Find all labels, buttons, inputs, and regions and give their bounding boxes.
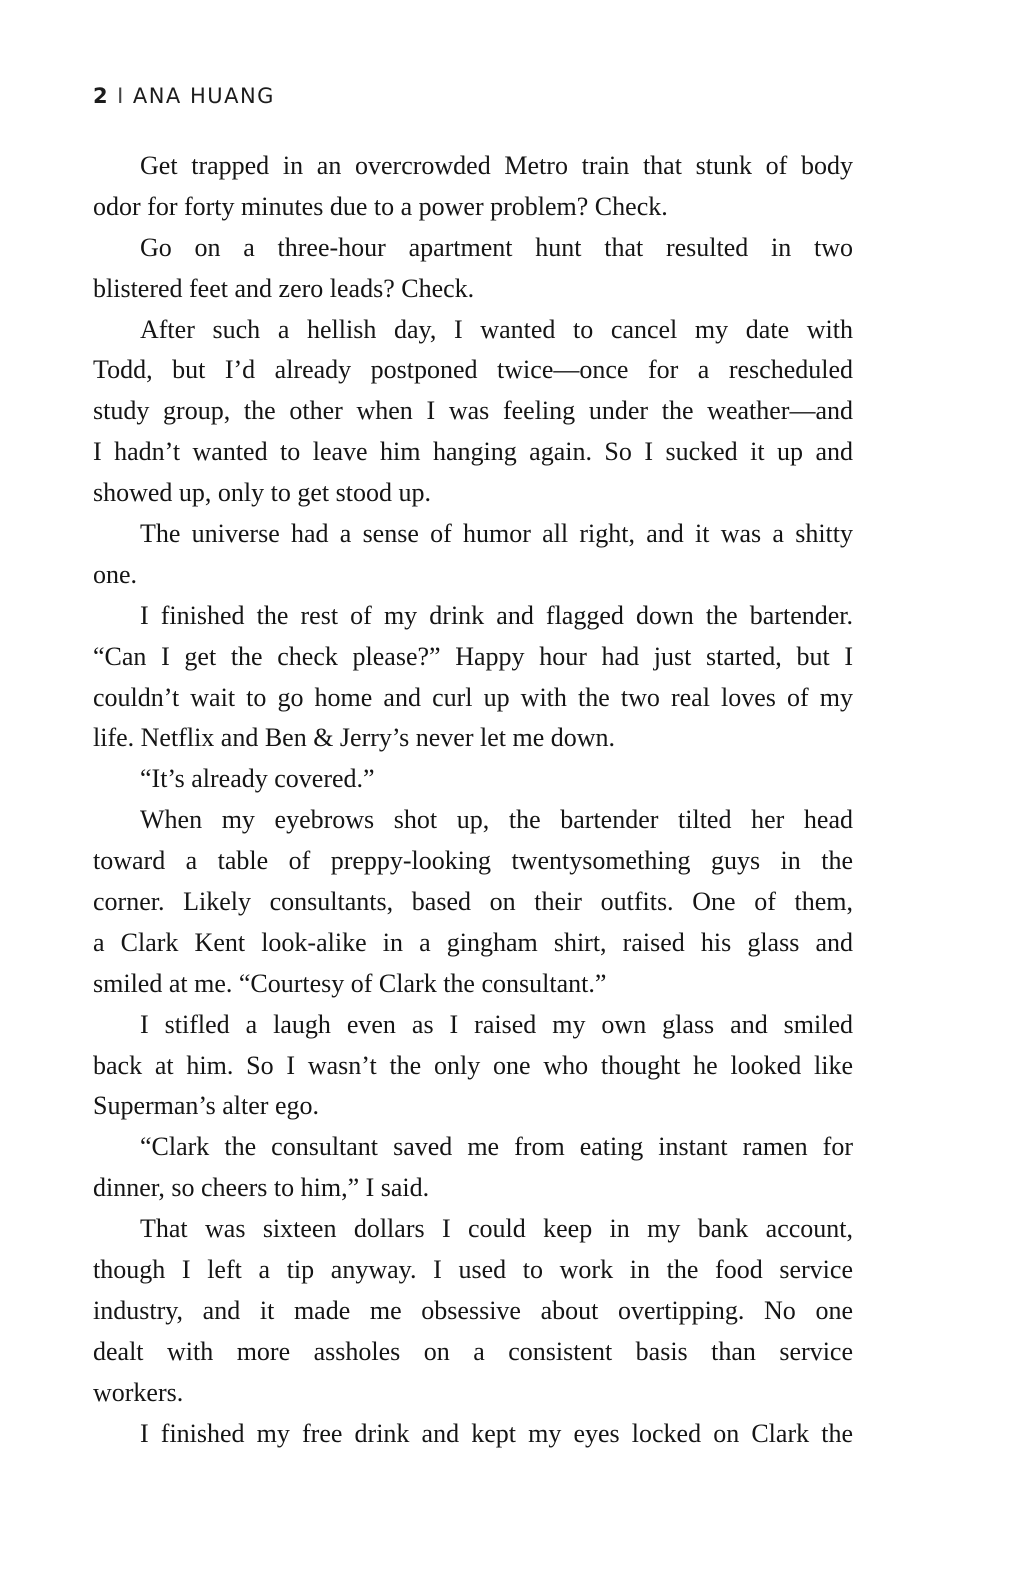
text-line: a Clark Kent look-alike in a gingham shirt, raised his glass and (93, 927, 853, 957)
body-text (93, 146, 853, 1455)
text-line: showed up, only to get stood up. (93, 478, 431, 508)
paragraph-first-line: When my eyebrows shot up, the bartender tilted her head (140, 805, 853, 835)
paragraph-first-line: “Clark the consultant saved me from eating instant ramen for (140, 1132, 853, 1162)
text-line: back at him. So I wasn’t the only one who thought he looked like (93, 1050, 853, 1080)
text-line: toward a table of preppy-looking twentysomething guys in the (93, 846, 853, 876)
text-line: one. (93, 559, 138, 589)
text-line: smiled at me. “Courtesy of Clark the consultant.” (93, 968, 607, 998)
text-line: odor for forty minutes due to a power problem? Check. (93, 191, 668, 221)
paragraph-first-line: “It’s already covered.” (140, 764, 375, 794)
paragraph-first-line: I stifled a laugh even as I raised my own glass and smiled (140, 1009, 853, 1039)
text-line: dinner, so cheers to him,” I said. (93, 1173, 430, 1203)
text-line: Todd, but I’d already postponed twice—once for a rescheduled (93, 355, 853, 385)
text-line: Superman’s alter ego. (93, 1091, 319, 1121)
paragraph-first-line: I finished my free drink and kept my eyes locked on Clark the (140, 1418, 853, 1448)
running-head (93, 82, 275, 110)
paragraph-first-line: That was sixteen dollars I could keep in my bank account, (140, 1214, 853, 1244)
text-line: couldn’t wait to go home and curl up with the two real loves of my (93, 682, 853, 712)
paragraph-first-line: I finished the rest of my drink and flagged down the bartender. (140, 600, 853, 630)
text-line: life. Netflix and Ben & Jerry’s never let me down. (93, 723, 616, 753)
text-line: I hadn’t wanted to leave him hanging again. So I sucked it up and (93, 437, 853, 467)
paragraph-first-line: Go on a three-hour apartment hunt that resulted in two (140, 232, 853, 262)
page-number: 2 (93, 84, 110, 108)
paragraph-first-line: After such a hellish day, I wanted to cancel my date with (140, 314, 853, 344)
text-line: dealt with more assholes on a consistent basis than service (93, 1336, 853, 1366)
text-line: blistered feet and zero leads? Check. (93, 273, 475, 303)
text-line: workers. (93, 1377, 184, 1407)
text-line: though I left a tip anyway. I used to work in the food service (93, 1255, 853, 1285)
text-line: “Can I get the check please?” Happy hour had just started, but I (93, 641, 853, 671)
text-line: corner. Likely consultants, based on their outfits. One of them, (93, 887, 853, 917)
paragraph-first-line: Get trapped in an overcrowded Metro train that stunk of body (140, 151, 853, 180)
running-head-separator: I (117, 84, 125, 108)
paragraph-first-line: The universe had a sense of humor all right, and it was a shitty (140, 519, 853, 549)
text-line: industry, and it made me obsessive about overtipping. No one (93, 1295, 853, 1325)
author-name: ANA HUANG (132, 84, 275, 108)
text-line: study group, the other when I was feeling under the weather—and (93, 396, 853, 426)
